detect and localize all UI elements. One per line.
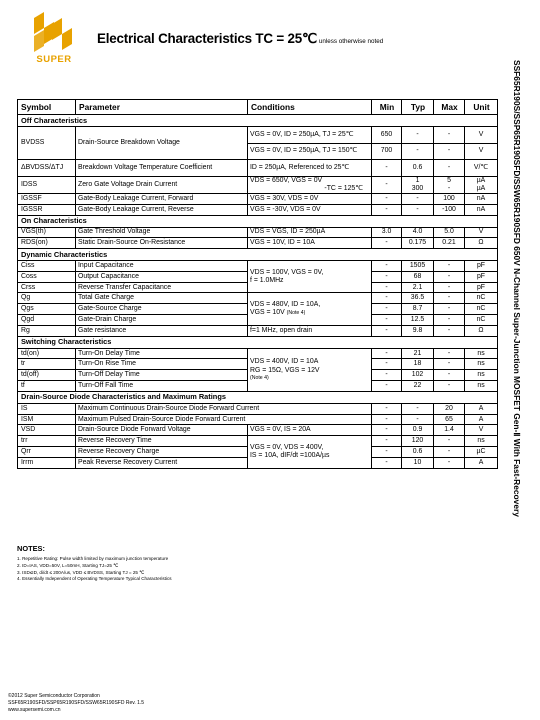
cell-min: - [372,359,402,370]
cell-typ: 0.6 [402,447,434,458]
cell-unit: ns [465,370,498,381]
cell-max: - [434,315,465,326]
cell-max: 1.4 [434,425,465,436]
cell-max: - [434,127,465,144]
cell-parameter: Static Drain-Source On-Resistance [76,238,248,249]
cell-symbol: tr [18,359,76,370]
cell-unit: nC [465,304,498,315]
cell-unit: Ω [465,325,498,336]
cell-max: - [434,359,465,370]
cell-symbol: Qgs [18,304,76,315]
table-row [18,436,498,447]
header-parameter: Parameter [76,100,248,115]
cell-conditions: VGS = 30V, VDS = 0V [248,193,372,204]
cond-line: VDS = 400V, ID = 10A [250,358,319,366]
cell-parameter: Breakdown Voltage Temperature Coefficient [76,160,248,177]
cell-min: - [372,315,402,326]
cell-max: - [434,261,465,272]
note-item: 4. Essentially Independent of Operating Temperature Typical Characteristics [17,576,172,582]
cell-max: 65 [434,414,465,425]
cell-unit: nA [465,193,498,204]
cell-parameter: Gate Threshold Voltage [76,227,248,238]
header-typ: Typ [402,100,434,115]
table-header-row [18,100,498,115]
cell-symbol: tf [18,381,76,392]
cell-parameter: Total Gate Charge [76,293,248,304]
cell-parameter: Output Capacitance [76,271,248,282]
header-min: Min [372,100,402,115]
cell-max: - [434,325,465,336]
table-row [18,176,498,193]
cell-min: - [372,370,402,381]
cell-max: - [434,370,465,381]
cell-typ: 22 [402,381,434,392]
cell-typ: 12.5 [402,315,434,326]
cell-unit: A [465,457,498,468]
cell-parameter: Gate-Source Charge [76,304,248,315]
note-item: 1. Repetitive Rating: Pulse width limited by maximum junction temperature [17,556,169,561]
cell-min: - [372,176,402,193]
header-max: Max [434,100,465,115]
cell-conditions: VGS = 10V, ID = 10A [248,238,372,249]
title-main: Electrical Characteristics TC = 25℃ [97,31,317,46]
cell-conditions: VGS = 0V, IS = 20A [248,425,372,436]
cell-min: - [372,381,402,392]
cell-unit: Ω [465,238,498,249]
cell-parameter: Drain-Source Breakdown Voltage [76,127,248,160]
footer-website: www.supersemi.com.cn [8,707,61,714]
logo-mark-icon [28,10,78,60]
cell-max: - [434,282,465,293]
table-row [18,414,498,425]
cell-unit: V [465,227,498,238]
section-diode: Drain-Source Diode Characteristics and Maximum Ratings [18,391,498,403]
cell-typ: - [402,127,434,144]
cell-symbol: RDS(on) [18,238,76,249]
cell-max: 20 [434,403,465,414]
cell-typ: 1505 [402,261,434,272]
table-row [18,348,498,359]
cell-typ: - [402,204,434,215]
cell-symbol: IGSSF [18,193,76,204]
cond-line: VDS = 100V, VGS = 0V, [250,268,324,276]
header-unit: Unit [465,100,498,115]
cell-parameter: Gate resistance [76,325,248,336]
cell-max: - [434,160,465,177]
title-subtitle: unless otherwise noted [318,38,384,45]
section-on: On Characteristics [18,215,498,227]
cell-parameter: Turn-Off Fall Time [76,381,248,392]
cell-max: 0.21 [434,238,465,249]
cell-unit: µC [465,447,498,458]
cell-min: - [372,436,402,447]
cell-max: 100 [434,193,465,204]
cell-min: - [372,261,402,272]
cell-conditions [248,293,372,325]
cell-parameter: Turn-On Rise Time [76,359,248,370]
cell-min: - [372,414,402,425]
cell-typ [402,176,434,193]
table-row [18,238,498,249]
note-item: 3. ISD≤ID, di/dt ≤ 200A/us, VDD ≤ BVDSS, Starting TJ = 25 ℃ [17,569,145,575]
cell-typ: 68 [402,271,434,282]
cell-typ: 120 [402,436,434,447]
cell-symbol: td(on) [18,348,76,359]
cell-conditions [248,176,372,193]
cell-min: 3.0 [372,227,402,238]
table-row [18,227,498,238]
cond-line: VDS = 650V, VGS = 0V [250,176,323,184]
cell-typ: 36.5 [402,293,434,304]
cell-parameter: Gate-Drain Charge [76,315,248,326]
cell-unit: nC [465,315,498,326]
cell-min: - [372,457,402,468]
cell-parameter: Maximum Pulsed Drain-Source Diode Forward Current [76,414,372,425]
cell-conditions [248,348,372,391]
cell-symbol: ISM [18,414,76,425]
cell-typ: 0.6 [402,160,434,177]
cell-unit: ns [465,381,498,392]
cell-unit: pF [465,282,498,293]
note-ref: (Note 4) [250,374,269,381]
section-off: Off Characteristics [18,115,498,127]
cell-symbol: Qg [18,293,76,304]
cell-typ: - [402,403,434,414]
cell-unit: V [465,127,498,144]
cond-text: VGS = 10V [250,309,285,317]
cond-line [250,309,369,317]
cell-symbol: Crss [18,282,76,293]
value-line: µA [476,184,486,192]
cell-min: - [372,204,402,215]
cell-parameter: Maximum Continuous Drain-Source Diode Forward Current [76,403,372,414]
cell-max: - [434,304,465,315]
cell-typ: 18 [402,359,434,370]
cell-min: 700 [372,143,402,160]
cell-symbol: VGS(th) [18,227,76,238]
cell-symbol: Qrr [18,447,76,458]
header-conditions: Conditions [248,100,372,115]
cell-min: - [372,325,402,336]
cell-min: - [372,293,402,304]
cell-parameter: Reverse Transfer Capacitance [76,282,248,293]
cell-max: 5.0 [434,227,465,238]
cell-symbol: Rg [18,325,76,336]
cell-symbol: BVDSS [18,127,76,160]
cell-min: 650 [372,127,402,144]
cell-min: - [372,447,402,458]
cell-parameter: Reverse Recovery Time [76,436,248,447]
cond-line: VGS = 0V, VDS = 400V, [250,443,324,451]
cell-unit: A [465,403,498,414]
notes-section [17,544,172,583]
cell-parameter: Gate-Body Leakage Current, Forward [76,193,248,204]
notes-heading: NOTES: [17,544,45,553]
header-symbol: Symbol [18,100,76,115]
logo-text: SUPER [36,54,72,65]
cell-typ: 9.8 [402,325,434,336]
cell-max: - [434,457,465,468]
value-line: µA [476,176,486,184]
cell-unit [465,176,498,193]
cell-min: - [372,282,402,293]
cell-symbol: td(off) [18,370,76,381]
cell-typ: 21 [402,348,434,359]
cell-symbol: Qgd [18,315,76,326]
cell-min: - [372,348,402,359]
cell-max: - [434,447,465,458]
cell-unit: pF [465,271,498,282]
value-line: 1 [415,176,420,184]
cell-max: - [434,143,465,160]
cell-unit: V [465,143,498,160]
cell-unit: nC [465,293,498,304]
table-row [18,261,498,272]
cell-symbol: Ciss [18,261,76,272]
table-row [18,325,498,336]
cell-parameter: Input Capacitance [76,261,248,272]
cell-symbol: IS [18,403,76,414]
cell-unit: nA [465,204,498,215]
cond-line: f = 1.0MHz [250,276,284,284]
cell-parameter: Zero Gate Voltage Drain Current [76,176,248,193]
side-part-number-label: SSF65R190S/SSP65R190SFD/SSW65R190SFD 650V N-Channel Super-Junction MOSFET Gen-Ⅱ With Fast-Recovery [512,60,522,517]
cell-min: - [372,425,402,436]
cell-parameter: Reverse Recovery Charge [76,447,248,458]
page-footer [8,693,144,715]
cond-line: VDS = 480V, ID = 10A, [250,300,321,308]
cell-typ: - [402,414,434,425]
cell-parameter: Peak Reverse Recovery Current [76,457,248,468]
cell-max: - [434,381,465,392]
value-line: 300 [411,184,424,192]
cell-max: -100 [434,204,465,215]
cell-conditions [248,436,372,468]
table-row [18,193,498,204]
cell-unit: ns [465,359,498,370]
table-row [18,293,498,304]
table-row [18,425,498,436]
cell-symbol: IDSS [18,176,76,193]
cell-symbol: ΔBVDSS/ΔTJ [18,160,76,177]
table-row [18,204,498,215]
cell-typ: 0.9 [402,425,434,436]
cell-symbol: trr [18,436,76,447]
cell-unit: A [465,414,498,425]
cell-min: - [372,160,402,177]
cell-unit: ns [465,436,498,447]
cell-unit: ns [465,348,498,359]
cell-symbol: Coss [18,271,76,282]
cell-typ: - [402,193,434,204]
cond-line: RG = 15Ω, VGS = 12V [250,366,320,374]
cell-symbol: Irrm [18,457,76,468]
table-row [18,403,498,414]
cell-symbol: IGSSR [18,204,76,215]
cell-conditions: VGS = 0V, ID = 250µA, TJ = 150℃ [248,143,372,160]
footer-revision: SSF65R190SFD/SSP65R190SFD/SSW65R190SFD Rev. 1.5 [8,700,145,707]
value-line: 5 [447,176,451,184]
cell-conditions: VGS = 0V, ID = 250µA, TJ = 25℃ [248,127,372,144]
cell-max [434,176,465,193]
cell-conditions: VGS = -30V, VDS = 0V [248,204,372,215]
cell-conditions: ID = 250µA, Referenced to 25℃ [248,160,372,177]
cell-typ: 0.175 [402,238,434,249]
cell-parameter: Turn-On Delay Time [76,348,248,359]
section-dynamic: Dynamic Characteristics [18,249,498,261]
cell-parameter: Turn-Off Delay Time [76,370,248,381]
cell-unit: pF [465,261,498,272]
table-row [18,160,498,177]
section-switching: Switching Characteristics [18,336,498,348]
cell-typ: 2.1 [402,282,434,293]
footer-copyright: ©2012 Super Semiconductor Corporation [8,693,100,699]
cell-typ: 102 [402,370,434,381]
cell-parameter: Gate-Body Leakage Current, Reverse [76,204,248,215]
value-line: - [447,184,451,192]
cell-min: - [372,304,402,315]
cell-typ: 8.7 [402,304,434,315]
cell-min: - [372,403,402,414]
cell-typ: 10 [402,457,434,468]
cell-typ: - [402,143,434,160]
cell-max: - [434,436,465,447]
cell-parameter: Drain-Source Diode Forward Voltage [76,425,248,436]
cell-max: - [434,348,465,359]
cond-line: IS = 10A, dIF/dt =100A/µs [250,451,330,459]
cell-unit: V/℃ [465,160,498,177]
cell-min: - [372,193,402,204]
cell-conditions [248,261,372,293]
table-row [18,127,498,144]
cell-max: - [434,271,465,282]
page-title [97,30,383,48]
cell-unit: V [465,425,498,436]
cell-symbol: VSD [18,425,76,436]
cell-typ: 4.0 [402,227,434,238]
cell-conditions: f=1 MHz, open drain [248,325,372,336]
note-ref: (Note 4) [286,310,306,317]
cell-min: - [372,238,402,249]
note-item: 2. ID=IAS, VDD=50V, L=50mH, Starting TJ=25 ℃ [17,562,119,568]
cell-max: - [434,293,465,304]
electrical-characteristics-table [17,99,498,469]
cell-min: - [372,271,402,282]
cond-line: -TC = 125℃ [324,184,363,192]
cell-conditions: VDS = VGS, ID = 250µA [248,227,372,238]
